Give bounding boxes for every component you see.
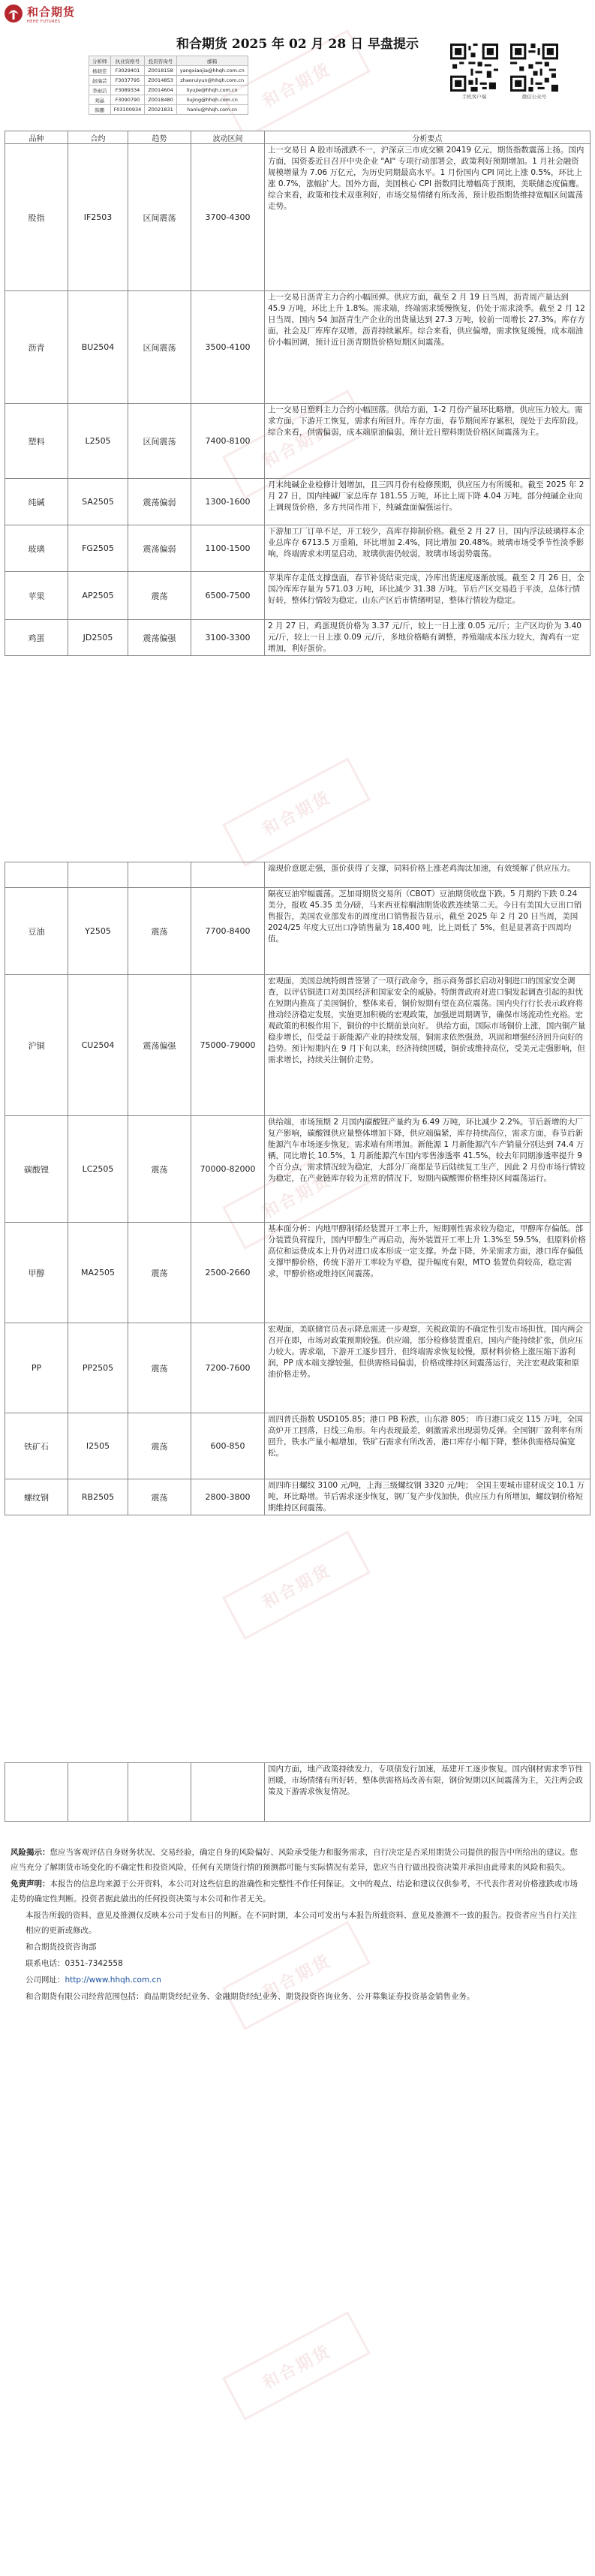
table-row (5, 1323, 590, 1413)
range-value: 1300-1600 (191, 479, 265, 525)
table-row (5, 1763, 590, 1822)
range-value: 1100-1500 (191, 525, 265, 572)
logo-cn: 和合期货 (27, 5, 76, 19)
qr-label-wechat: 微信公众号 (521, 94, 547, 100)
analysis-text: 端现价意愿走强，蛋价获得了支撑，同料价格上涨老鸡淘汰加速，有效缓解了供应压力。 (265, 862, 590, 888)
analyst-name: 赵瑞芸 (89, 76, 111, 86)
table-row (5, 479, 590, 525)
contract-code: L2505 (68, 404, 128, 479)
trend-value: 震荡 (128, 1223, 191, 1323)
contract-code: JD2505 (68, 620, 128, 656)
range-value: 7700-8400 (191, 888, 265, 975)
analyst-email[interactable]: zhaoruiyun@hhqh.com.cn (176, 76, 248, 86)
watermark: 和合期货 (222, 1921, 371, 2030)
analyst-row (89, 86, 248, 95)
logo-en: HEHE FUTURES (27, 19, 61, 24)
commodity-name (5, 862, 68, 888)
analyst-advisor-id: Z0014604 (145, 86, 176, 95)
range-value: 3700-4300 (191, 144, 265, 291)
trend-value: 震荡 (128, 1413, 191, 1479)
range-value: 6500-7500 (191, 572, 265, 620)
analyst-advisor-id: Z0021831 (145, 105, 176, 115)
contract-code (68, 1763, 128, 1822)
trend-value: 区间震荡 (128, 404, 191, 479)
contract-code: MA2505 (68, 1223, 128, 1323)
contract-code: IF2503 (68, 144, 128, 291)
exempt-text: 本报告的信息均来源于公开资料，本公司对这些信息的准确性和完整性不作任何保证。文中的观点、结论和建议仅供参考，不代表作者对价格涨跌或市场走势的确定性判断。投资者据此做出的任何投资决策与本公司和作者无关。 (11, 1879, 578, 1903)
exempt-paragraph (11, 1876, 584, 1906)
scope-text: 和合期货有限公司经营范围包括：商品期货经纪业务、金融期货经纪业务、期货投资咨询业务、公开募集证券投资基金销售业务。 (26, 1992, 475, 2001)
exempt-label: 免责声明： (11, 1879, 50, 1888)
table-header-row (5, 131, 590, 144)
col-header-name: 品种 (5, 131, 68, 144)
analyst-row (89, 76, 248, 86)
analysis-text: 供给端，市场预期 2 月国内碳酸锂产量约为 6.49 万吨，环比减少 2.2%。节后新增的大厂复产影响，碳酸锂供应量整体增加下降，供应端偏紧，库存持续高位，需求方面，春节后新能源汽车市场逐步恢复，需求端有所增加。新能源 1 月新能源汽车产销量分别达到 74.4 万辆，同比增长 10.5%，1 月新能源汽车国内零售渗透率 41.5%，较去年同期渗透率提升 9 个百分点，需求情况较为稳定，大部分厂商都是节后陆续复工生产，因此 2 月份市场行情较为稳定，在产业链库存较为正常的情况下，短期内碳酸锂价格维持区间震荡运行。 (265, 1116, 590, 1223)
watermark: 和合期货 (222, 1140, 371, 1250)
analysis-text: 基本面分析：内地甲醇制烯烃装置开工率上升，短期刚性需求较为稳定，甲醇库存偏低。部分装置负荷提升，国内甲醇生产再启动，海外装置开工率上升 1.3%至 59.5%，但原料价格高位和运费成本上升仍对进口成本形成一定支撑。外盘下降，外采需求方面，港口库存偏低支撑甲醇价格，传统下游开工率较为平稳，提升幅度有限，MTO 装置负荷较高，稳定需求，甲醇价格或维持区间震荡。 (265, 1223, 590, 1323)
trend-value: 震荡偏强 (128, 620, 191, 656)
analyst-advisor-id: Z0018480 (145, 95, 176, 105)
table-row (5, 144, 590, 291)
watermark: 和合期货 (222, 1530, 371, 1640)
contract-code: RB2505 (68, 1479, 128, 1515)
trend-value: 震荡 (128, 572, 191, 620)
table-row (5, 1413, 590, 1479)
trend-value: 震荡偏弱 (128, 525, 191, 572)
commodity-name: 纯碱 (5, 479, 68, 525)
analyst-license: F3090790 (110, 95, 145, 105)
commodity-name: 甲醇 (5, 1223, 68, 1323)
contract-code (68, 862, 128, 888)
risk-label: 风险揭示： (11, 1848, 50, 1857)
range-value: 3500-4100 (191, 291, 265, 404)
commodity-name: 沪铜 (5, 975, 68, 1116)
analyst-row (89, 95, 248, 105)
trend-value: 区间震荡 (128, 291, 191, 404)
copyright-text: 本报告所载的资料、意见及推测仅反映本公司于发布日的判断。在不同时期，本公司可发出与本报告所载资料、意见及推测不一致的报告。投资者应当自行关注相应的更新或修改。 (26, 1911, 577, 1935)
trend-value: 震荡 (128, 888, 191, 975)
site-label: 公司网址： (26, 1976, 65, 1985)
analysis-text: 周四普氏指数 USD105.85；港口 PB 粉跌，山东港 805； 昨日港口成交 115 万吨，全国高炉开工回落，日线三角形。年内表现最差，刺激需求出现弱势反弹。全国钢厂盈利率有所回升，铁水产量小幅增加，铁矿石需求有所改善，港口库存小幅下降，整体供需格局偏宽松。 (265, 1413, 590, 1479)
range-value: 2800-3800 (191, 1479, 265, 1515)
copyright-paragraph (11, 1908, 584, 1938)
site-link[interactable]: http://www.hhqh.com.cn (65, 1976, 161, 1985)
analyst-email[interactable]: hanlu@hhqh.com.cn (176, 105, 248, 115)
table-row (5, 1116, 590, 1223)
range-value: 70000-82000 (191, 1116, 265, 1223)
contract-code: LC2505 (68, 1116, 128, 1223)
commodity-name: 铁矿石 (5, 1413, 68, 1479)
analysis-text: 2 月 27 日，鸡蛋现货价格为 3.37 元/斤，较上一日上涨 0.05 元/斤；主产区均价为 3.40 元/斤，较上一日上涨 0.09 元/斤，多地价格略有调整，养殖端成本压力较大，淘鸡有一定增加，利好蛋价。 (265, 620, 590, 656)
analyst-advisor-id: Z0014853 (145, 76, 176, 86)
contract-code: SA2505 (68, 479, 128, 525)
range-value: 7200-7600 (191, 1323, 265, 1413)
commodity-name: 苹果 (5, 572, 68, 620)
range-value (191, 1763, 265, 1822)
range-value (191, 862, 265, 888)
contract-code: Y2505 (68, 888, 128, 975)
analyst-email[interactable]: liyujie@hhqh.com.cn (176, 86, 248, 95)
analysis-text: 宏观面，美联储官员表示降息需进一步观察，关税政策的不确定性引发市场担忧，国内两会召开在即，市场对政策预期较强。供应端，部分检修装置重启，国内产能持续扩张，供应压力较大。需求端，下游开工逐步回升，但终端需求恢复较慢，原材料价格上涨压缩下游利润，PP 成本端支撑较强，但供需格局偏弱，价格或维持区间震荡运行，关注宏观政策和原油价格走势。 (265, 1323, 590, 1413)
contract-code: AP2505 (68, 572, 128, 620)
commodity-name: 碳酸锂 (5, 1116, 68, 1223)
commodity-name: 沥青 (5, 291, 68, 404)
contract-code: CU2504 (68, 975, 128, 1116)
watermark: 和合期货 (222, 2311, 371, 2421)
analysis-text: 上一交易日塑料主力合约小幅回落。供给方面，1-2 月份产量环比略增，供应压力较大。需求方面，下游开工恢复，需求有所回升。库存方面，春节期间库存累积，现处于去库阶段。综合来看，供需偏弱，成本端原油偏弱，预计近日塑料期货价格区间震荡为主。 (265, 404, 590, 479)
table-row (5, 888, 590, 975)
range-value: 3100-3300 (191, 620, 265, 656)
col-header-range: 波动区间 (191, 131, 265, 144)
watermark: 和合期货 (222, 757, 371, 867)
range-value: 600-850 (191, 1413, 265, 1479)
table-row (5, 1479, 590, 1515)
risk-paragraph (11, 1845, 584, 1875)
analysis-text: 宏观面，美国总统特朗普签署了一项行政命令，指示商务部长启动对铜进口的国家安全调查，以评估铜进口对美国经济和国家安全的威胁。特朗普政府对进口铜发起调查引起的担忧在短期内推高了美国铜价，整体来看，铜价短期有望在高位震荡。国内央行行长表示政府将推动经济稳定发展，实施更加积极的宏观政策，加强逆周期调节，确保市场流动性充裕。宏观政策的积极作用下，铜价的中长期前景向好。 供给方面，国际市场铜价上涨，国内铜产量稳步增长，但受益于新能源产业的持续发展，铜需求依然强劲，巩固和增强经济回升向好的趋势。预计短期内在 9 月下旬以来，经济持续回暖，铜价或维持高位，受美元走强影响，但需求增长，持续关注铜价走势。 (265, 975, 590, 1116)
commodity-name: 鸡蛋 (5, 620, 68, 656)
range-value: 2500-2660 (191, 1223, 265, 1323)
market-table-page-1 (5, 131, 590, 656)
risk-text: 您应当客观评估自身财务状况、交易经验，确定自身的风险偏好、风险承受能力和服务需求，自行决定是否采用期货公司提供的报告中所给出的建议。您应当充分了解期货市场变化的不确定性和投资风险，任何有关期货行情的预测都可能与实际情况有差异，您应当自行做出投资决策并承担由此带来的风险和损失。 (11, 1848, 578, 1872)
logo-mark-icon (3, 3, 24, 24)
trend-value: 震荡 (128, 1479, 191, 1515)
analyst-row (89, 105, 248, 115)
range-value: 7400-8100 (191, 404, 265, 479)
table-row (5, 572, 590, 620)
commodity-name (5, 1763, 68, 1822)
dept-line (11, 1940, 584, 1955)
table-row (5, 620, 590, 656)
commodity-name: 豆油 (5, 888, 68, 975)
watermark: 和合期货 (222, 29, 371, 139)
contract-code: PP2505 (68, 1323, 128, 1413)
phone-line (11, 1956, 584, 1971)
analysis-text: 下游加工厂订单不足，开工较少，高库存抑制价格。截至 2 月 27 日，国内浮法玻璃样本企业总库存 6713.5 万重箱，环比增加 2.4%，同比增加 20.48%。玻璃市场受季节性淡季影响，终端需求未明显启动，玻璃供需仍较弱，玻璃市场弱势震荡。 (265, 525, 590, 572)
table-body (5, 144, 590, 656)
analysis-text: 上一交易日 A 股市场涨跌不一，沪深京三市成交额 20419 亿元，期货指数震荡上扬。国内方面，国资委近日召开中央企业 "AI" 专项行动部署会，政策利好预期增加。1 月社会融资规模增量为 7.06 万亿元，为历史同期最高水平。1 月份国内 CPI 同比上涨 0.5%，环比上涨 0.7%，涨幅扩大。国外方面，美国核心 CPI 指数同比增幅高于预期，美联储态度偏鹰。综合来看，政策和技术双重利好，市场交易情绪有所改善，预计股指期货维持宽幅区间震荡走势。 (265, 144, 590, 291)
table-row (5, 404, 590, 479)
dept-name: 和合期货投资咨询部 (26, 1943, 97, 1952)
qr-label-app: 手机客户端 (461, 94, 487, 100)
analyst-row (89, 66, 248, 76)
analyst-license: F3037795 (110, 76, 145, 86)
col-header-contract: 合约 (68, 131, 128, 144)
table-body (5, 1763, 590, 1822)
report-title: 和合期货 2025 年 02 月 28 日 早盘提示 (176, 37, 419, 52)
commodity-name: 玻璃 (5, 525, 68, 572)
analyst-name: 韩鹏 (89, 105, 111, 115)
phone-label: 联系电话： (26, 1959, 65, 1968)
trend-value: 震荡偏强 (128, 975, 191, 1116)
col-header-analysis: 分析要点 (265, 131, 590, 144)
analyst-table (89, 56, 248, 115)
analysis-text: 隔夜豆油窄幅震荡。芝加哥期货交易所（CBOT）豆油期货收盘下跌。5 月期约下跌 0.24 美分，报收 45.35 美分/磅，马来西亚棕榈油期货收跌连续第二天。今日有美国大豆出口销售报告，美国农业部发布的周度出口销售报告显示，截至 2025 年 2 月 20 日当周，美国 2024/25 年度大豆出口净销售量为 18,400 吨，比上周低了 5%，但是显著高于四周均值。 (265, 888, 590, 975)
analyst-license: F3029401 (110, 66, 145, 76)
site-line (11, 1973, 584, 1988)
watermark: 和合期货 (222, 390, 371, 499)
analyst-header: 执业资格号 (110, 56, 145, 66)
analysis-text: 上一交易日沥青主力合约小幅回弹。供应方面，截至 2 月 19 日当周，沥青周产量达到 45.9 万吨，环比上升 1.8%。需求端，终端需求缓慢恢复，仍处于需求淡季。截至 2 月 12 日当周，国内 54 加沥青生产企业的出货量达到 27.3 万吨，较前一周增长 27.3%。库存方面，社会及厂库库存双增，沥青持续累库。综合来看，供应偏增，需求恢复缓慢，成本端油价小幅回调，预计近日沥青期货价格短期区间震荡。 (265, 291, 590, 404)
trend-value: 区间震荡 (128, 144, 191, 291)
trend-value: 震荡 (128, 1116, 191, 1223)
col-header-trend: 趋势 (128, 131, 191, 144)
analyst-name: 杨晓佳 (89, 66, 111, 76)
analyst-header: 投资咨询号 (145, 56, 176, 66)
commodity-name: 塑料 (5, 404, 68, 479)
commodity-name: PP (5, 1323, 68, 1413)
table-row (5, 975, 590, 1116)
trend-value (128, 1763, 191, 1822)
trend-value: 震荡 (128, 1323, 191, 1413)
analyst-advisor-id: Z0018158 (145, 66, 176, 76)
analyst-name: 刘晶 (89, 95, 111, 105)
range-value: 75000-79000 (191, 975, 265, 1116)
contract-code: BU2504 (68, 291, 128, 404)
qr-code-wechat-icon[interactable] (510, 44, 558, 92)
analyst-license: F3089334 (110, 86, 145, 95)
commodity-name: 螺纹钢 (5, 1479, 68, 1515)
scope-paragraph (11, 1989, 584, 2004)
table-row (5, 291, 590, 404)
analyst-name: 李雨洁 (89, 86, 111, 95)
trend-value: 震荡偏弱 (128, 479, 191, 525)
company-logo (3, 3, 75, 24)
contract-code: I2505 (68, 1413, 128, 1479)
market-table-page-2 (5, 862, 590, 1515)
analyst-license: F03100934 (110, 105, 145, 115)
table-body (5, 862, 590, 1515)
market-table-page-3 (5, 1762, 590, 1822)
analyst-header: 分析师 (89, 56, 111, 66)
analyst-email[interactable]: liujing@hhqh.com.cn (176, 95, 248, 105)
disclaimer-block (11, 1845, 584, 2006)
trend-value (128, 862, 191, 888)
qr-code-app-icon[interactable] (450, 44, 498, 92)
phone-number[interactable]: 0351-7342558 (65, 1959, 123, 1968)
table-row (5, 862, 590, 888)
table-row (5, 525, 590, 572)
analyst-email[interactable]: yangxiaojia@hhqh.com.cn (176, 66, 248, 76)
commodity-name: 股指 (5, 144, 68, 291)
analysis-text: 国内方面，地产政策持续发力，专项债发行加速，基建开工逐步恢复。国内钢材需求季节性回暖，市场情绪有所好转，整体供需格局改善有限，钢价短期以区间震荡为主，关注两会政策及下游需求恢复情况。 (265, 1763, 590, 1822)
table-row (5, 1223, 590, 1323)
analysis-text: 月末纯碱企业检修计划增加，且三四月份有检修预期，供应压力有所缓和。截至 2025 年 2 月 27 日，国内纯碱厂家总库存 181.55 万吨，环比上周下降 4.04 万吨。部分纯碱企业向上调现货价格，多方共同作用下，纯碱盘面偏强运行。 (265, 479, 590, 525)
analyst-header: 邮箱 (176, 56, 248, 66)
contract-code: FG2505 (68, 525, 128, 572)
analysis-text: 苹果库存走低支撑盘面，春节补货结束完成，冷库出货速度逐渐放缓。截至 2 月 26 日，全国冷库库存量为 571.03 万吨，环比减少 31.38 万吨。节后产区交易趋于平淡，总体行情好转，整体行情较为稳定。山东产区后市情绪明显，整体行情较为稳定。 (265, 572, 590, 620)
analysis-text: 周四昨日螺纹 3100 元/吨，上海三级螺纹钢 3320 元/吨； 全国主要城市建材成交 10.1 万吨，环比略增。节后需求逐步恢复，钢厂复产步伐加快，供应压力有所增加，螺纹钢价格短期维持区间震荡。 (265, 1479, 590, 1515)
